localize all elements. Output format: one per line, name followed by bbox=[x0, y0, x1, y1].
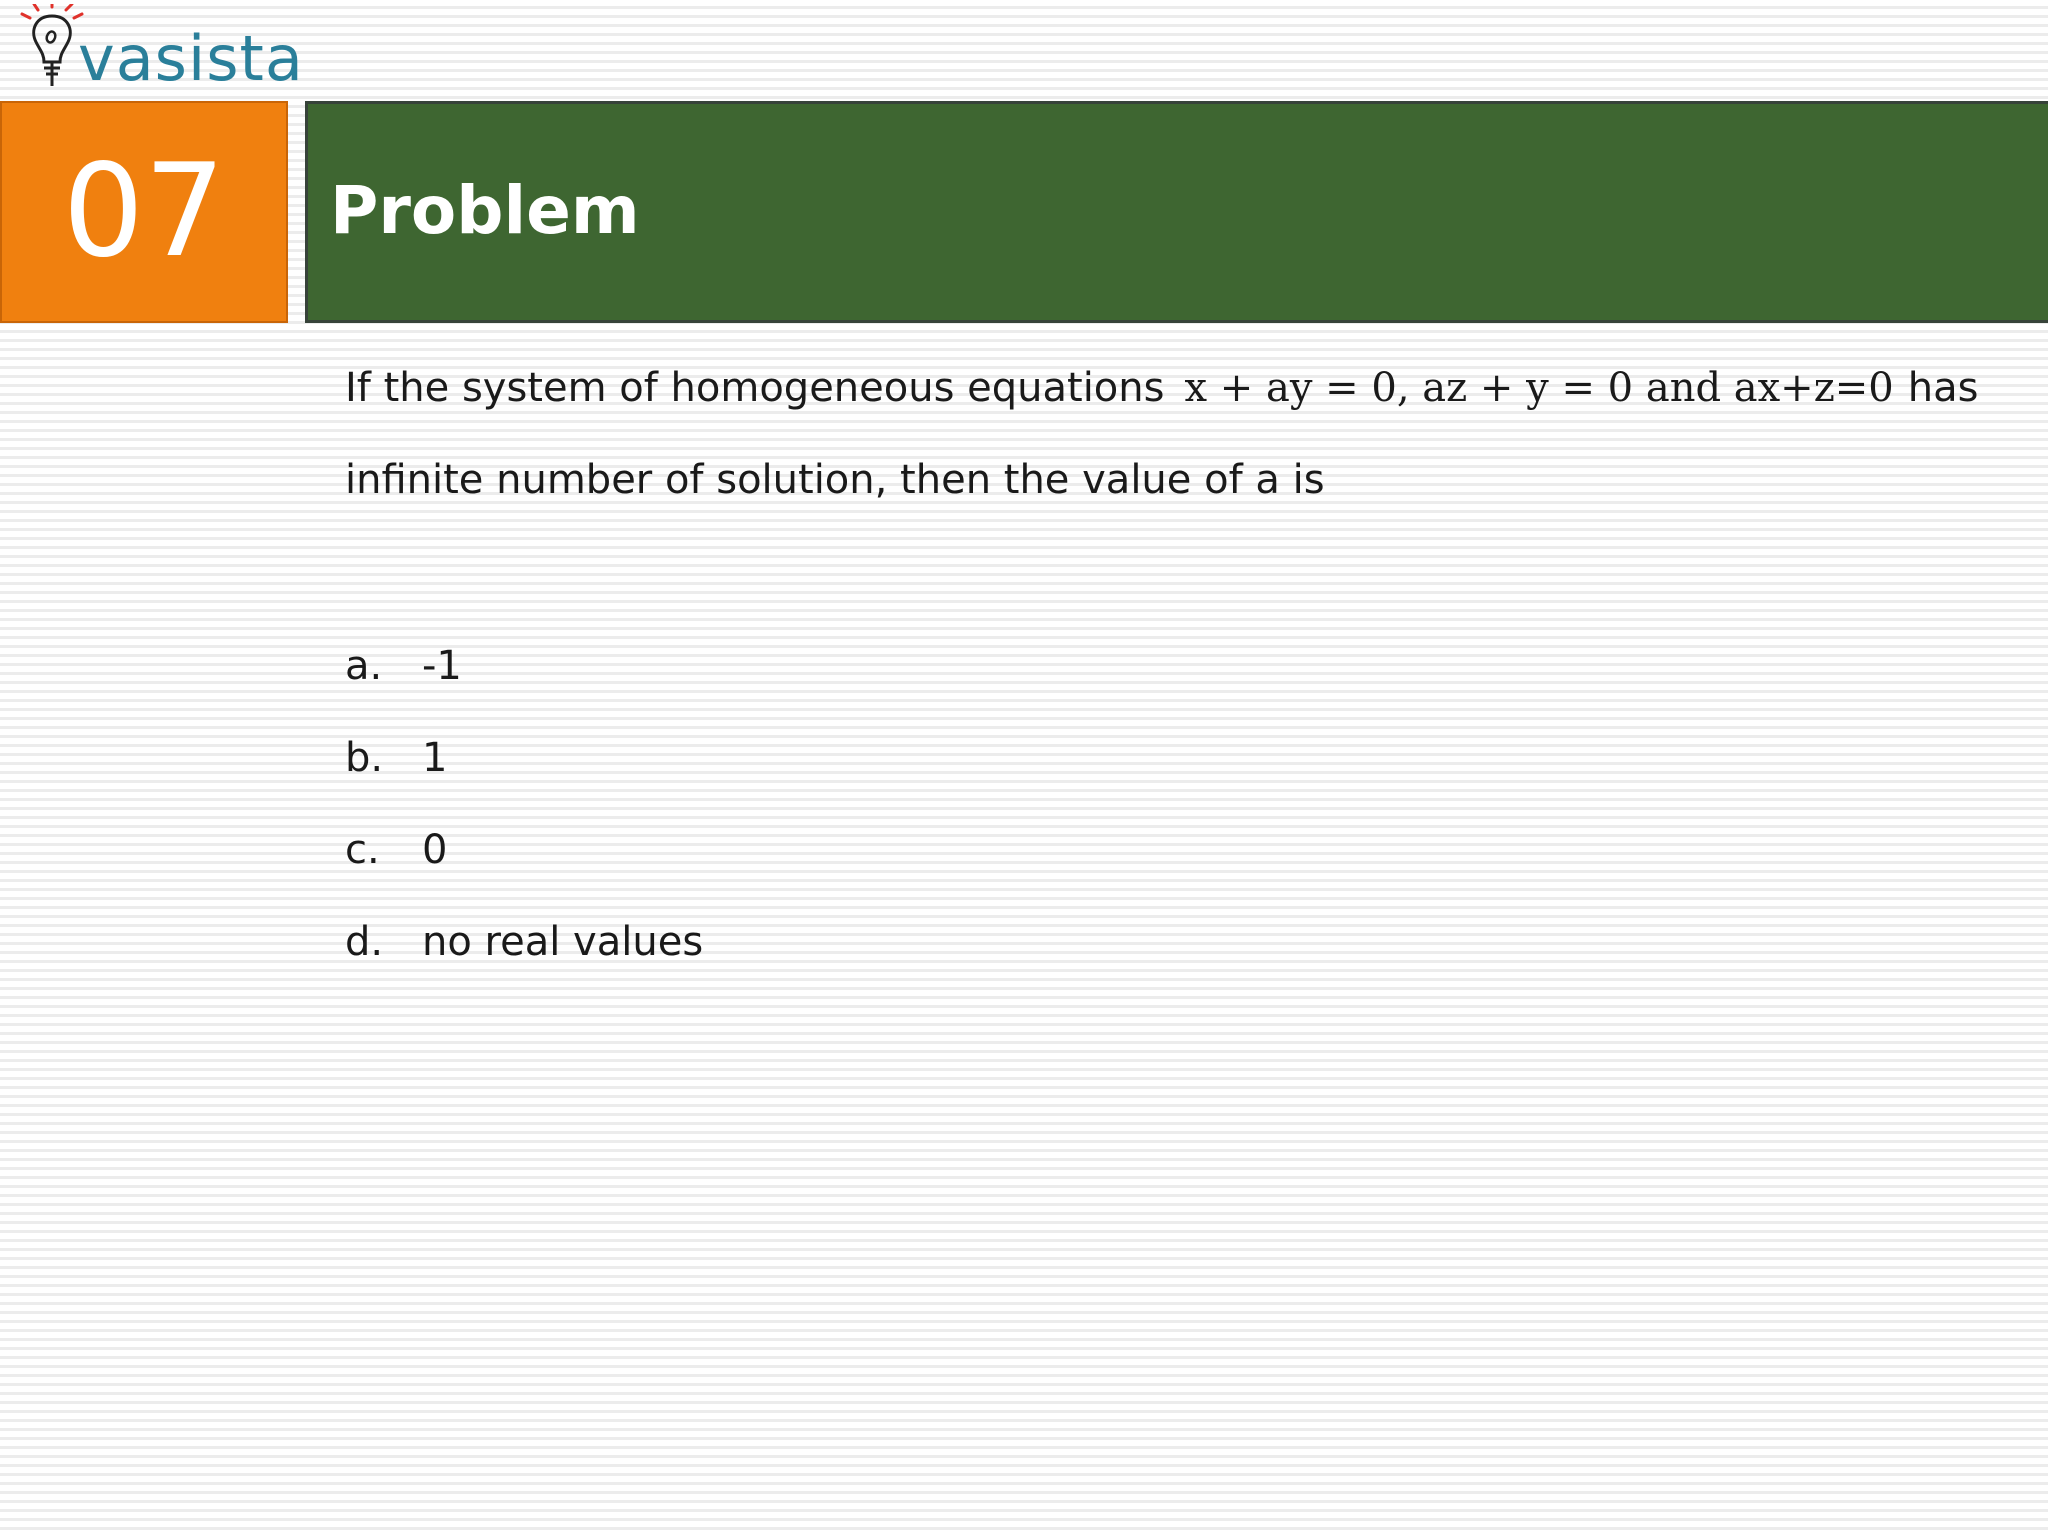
option-letter: b. bbox=[345, 735, 384, 781]
option-text: no real values bbox=[422, 919, 704, 965]
vasista-logo bbox=[20, 4, 304, 96]
option-letter: a. bbox=[345, 643, 383, 689]
equation-math: x + ay = 0, az + y = 0 bbox=[1184, 365, 1634, 411]
slide-title: Problem bbox=[330, 172, 640, 249]
slide-number-box bbox=[0, 101, 288, 323]
question-line-1 bbox=[345, 352, 2005, 444]
title-bar bbox=[305, 101, 2048, 323]
answer-options bbox=[345, 630, 703, 998]
option-a bbox=[345, 630, 703, 722]
question-prefix: If the system of homogeneous equations bbox=[345, 365, 1165, 411]
option-text: 1 bbox=[422, 735, 448, 781]
option-b bbox=[345, 722, 703, 814]
option-letter: c. bbox=[345, 827, 380, 873]
question-line-2: infinite number of solution, then the value of a is bbox=[345, 457, 1325, 503]
equation-tail: and ax+z=0 bbox=[1633, 365, 1894, 411]
option-text: -1 bbox=[422, 643, 462, 689]
logo-text: vasista bbox=[78, 22, 304, 95]
option-d bbox=[345, 906, 703, 998]
option-text: 0 bbox=[422, 827, 448, 873]
option-c bbox=[345, 814, 703, 906]
option-letter: d. bbox=[345, 919, 384, 965]
question-text bbox=[345, 352, 2005, 536]
question-suffix: has bbox=[1907, 365, 1979, 411]
equation bbox=[1184, 365, 1893, 411]
slide-number: 07 bbox=[62, 137, 226, 286]
